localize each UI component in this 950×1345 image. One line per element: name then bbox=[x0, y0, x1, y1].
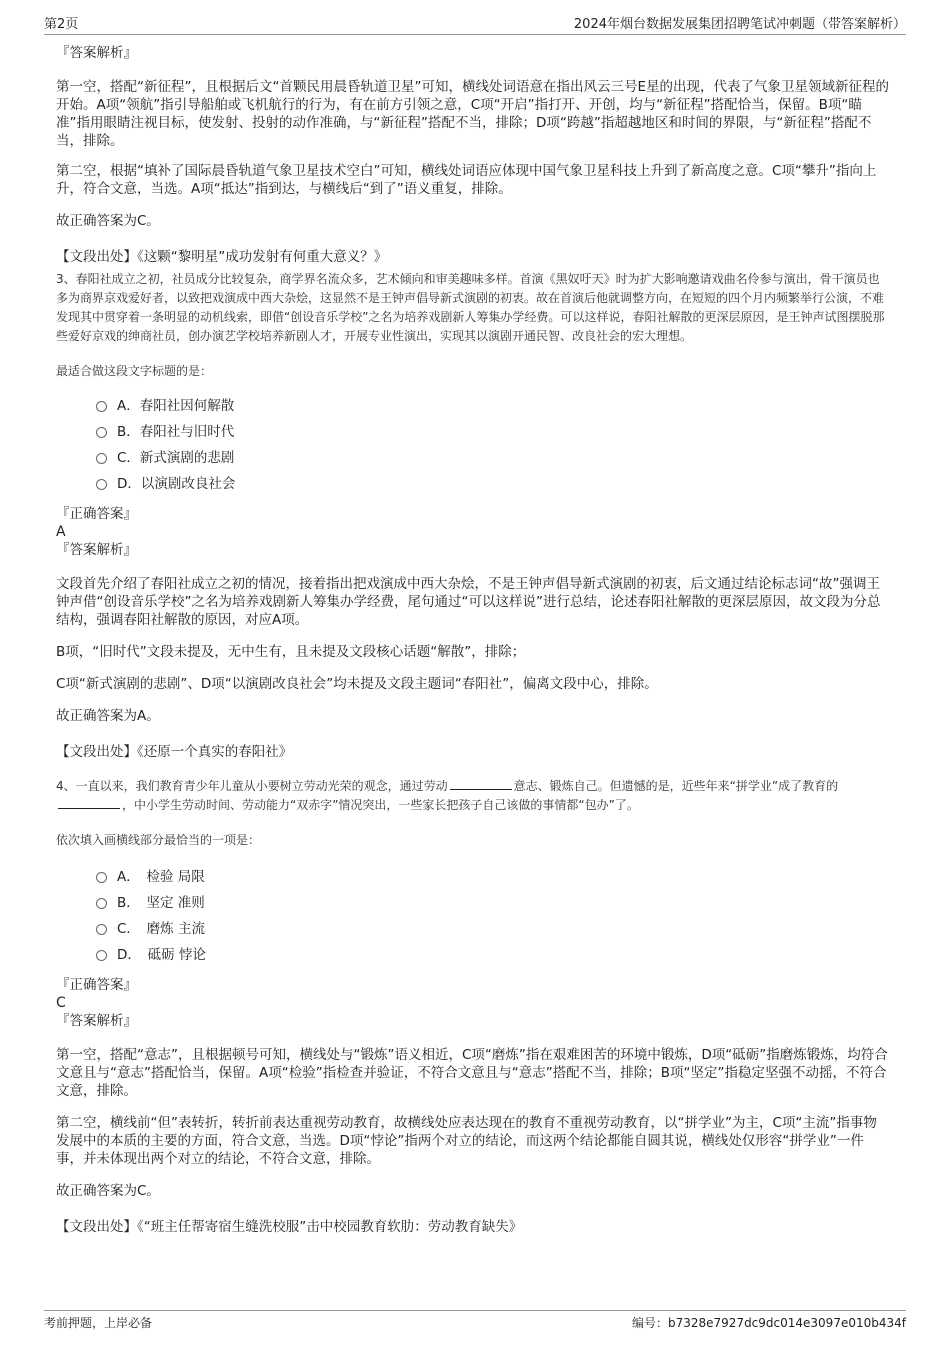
document-title: 2024年烟台数据发展集团招聘笔试冲刺题（带答案解析） bbox=[573, 17, 906, 32]
radio-icon[interactable] bbox=[96, 427, 107, 438]
blank-line bbox=[450, 777, 512, 790]
q3-correct-label: 『正确答案』 bbox=[56, 506, 137, 522]
q4-option-d[interactable]: D． 砥砺 悖论 bbox=[96, 942, 890, 968]
q3-analysis-p1: 文段首先介绍了春阳社成立之初的情况，接着指出把戏演成中西大杂烩，不是王钟声倡导新式演剧的初衷，后文通过结论标志词“故”强调王钟声借“创设音乐学校”之名为培养戏剧新人筹集办学经费，尾句通过“可以这样说”进行总结，论述春阳社解散的更深层原因，故文段为分总结构，强调春阳社解散的原因，对应A项。 bbox=[56, 576, 881, 628]
q4-question: 依次填入画横线部分最恰当的一项是： bbox=[56, 833, 261, 847]
page-header bbox=[44, 12, 906, 35]
page-number: 第2页 bbox=[44, 17, 79, 32]
document-id: 编号：b7328e7927dc9dc014e3097e010b434f bbox=[631, 1316, 906, 1330]
q3-conclusion: 故正确答案为A。 bbox=[56, 708, 160, 724]
page-footer bbox=[44, 1310, 906, 1336]
radio-icon[interactable] bbox=[96, 924, 107, 935]
radio-icon[interactable] bbox=[96, 453, 107, 464]
q4-analysis-p2: 第二空，横线前“但”表转折，转折前表达重视劳动教育，故横线处应表达现在的教育不重视劳动教育，以“拼学业”为主，C项“主流”指事物发展中的本质的主要的方面，符合文意，当选。D项“悖论”指两个对立的结论，而这两个结论都能自圆其说，横线处仅形容“拼学业”一件事，并未体现出两个对立的结论，不符合文意，排除。 bbox=[56, 1115, 877, 1167]
q4-options bbox=[56, 864, 890, 968]
q4-option-a[interactable]: A． 检验 局限 bbox=[96, 864, 890, 890]
q3-option-c[interactable]: C．新式演剧的悲剧 bbox=[96, 445, 890, 471]
q3-source: 【文段出处】《还原一个真实的春阳社》 bbox=[56, 744, 293, 760]
q4-conclusion: 故正确答案为C。 bbox=[56, 1183, 160, 1199]
q2-analysis-p2: 第二空，根据“填补了国际晨昏轨道气象卫星技术空白”可知，横线处词语应体现中国气象卫星科技上升到了新高度之意。C项“攀升”指向上升，符合文意，当选。A项“抵达”指到达，与横线后“到了”语义重复，排除。 bbox=[56, 163, 877, 197]
q3-answer: A bbox=[56, 524, 66, 540]
q3-question: 最适合做这段文字标题的是： bbox=[56, 364, 213, 378]
radio-icon[interactable] bbox=[96, 401, 107, 412]
q4-stem: 4、一直以来，我们教育青少年儿童从小要树立劳动光荣的观念，通过劳动 意志、锻炼自己。但遗憾的是，近些年来“拼学业”成了教育的，中小学生劳动时间、劳动能力“双赤字”情况突出，一些家长把孩子自己该做的事情都“包办”了。 bbox=[56, 779, 839, 812]
radio-icon[interactable] bbox=[96, 872, 107, 883]
q2-source: 【文段出处】《这颗“黎明星”成功发射有何重大意义？》 bbox=[56, 249, 388, 265]
footer-slogan: 考前押题，上岸必备 bbox=[44, 1316, 153, 1330]
q3-analysis-label: 『答案解析』 bbox=[56, 542, 137, 558]
radio-icon[interactable] bbox=[96, 479, 107, 490]
q3-analysis-p2: B项，“旧时代”文段未提及，无中生有，且未提及文段核心话题“解散”，排除； bbox=[56, 644, 526, 660]
q2-analysis-label: 『答案解析』 bbox=[56, 45, 137, 61]
q3-analysis-p3: C项“新式演剧的悲剧”、D项“以演剧改良社会”均未提及文段主题词“春阳社”，偏离文段中心，排除。 bbox=[56, 676, 658, 692]
radio-icon[interactable] bbox=[96, 950, 107, 961]
q2-analysis-p1: 第一空，搭配“新征程”，且根据后文“首颗民用晨昏轨道卫星”可知，横线处词语意在指出风云三号E星的出现，代表了气象卫星领域新征程的开始。A项“领航”指引导船舶或飞机航行的行为，有在前方引领之意，C项“开启”指打开、开创，均与“新征程”搭配恰当，保留。B项“瞄准”指用眼睛注视目标，使发射、投射的动作准确，与“新征程”搭配不当，排除；D项“跨越”指超越地区和时间的界限，与“新征程”搭配不当，排除。 bbox=[56, 79, 890, 149]
q3-option-a[interactable]: A．春阳社因何解散 bbox=[96, 393, 890, 419]
q3-options bbox=[56, 393, 890, 497]
q3-option-b[interactable]: B．春阳社与旧时代 bbox=[96, 419, 890, 445]
q4-analysis-p1: 第一空，搭配“意志”，且根据顿号可知，横线处与“锻炼”语义相近，C项“磨炼”指在艰难困苦的环境中锻炼，D项“砥砺”指磨炼锻炼，均符合文意且与“意志”搭配恰当，保留。A项“检验”指检查并验证，不符合文意且与“意志”搭配不当，排除；B项“坚定”指稳定坚强不动摇，不符合文意，排除。 bbox=[56, 1047, 888, 1099]
q4-source: 【文段出处】《“班主任帮寄宿生缝洗校服”击中校园教育软肋：劳动教育缺失》 bbox=[56, 1219, 523, 1235]
radio-icon[interactable] bbox=[96, 898, 107, 909]
q3-stem: 3、春阳社成立之初，社员成分比较复杂，商学界名流众多，艺术倾向和审美趣味多样。首演《黑奴吁天》时为扩大影响邀请戏曲名伶参与演出，骨干演员也多为商界京戏爱好者，以致把戏演成中西大杂烩，这显然不是王钟声倡导新式演剧的初衷。故在首演后他就调整方向，在短短的四个月内频繁举行公演，不难发现其中贯穿着一条明显的动机线索，即借“创设音乐学校”之名为培养戏剧新人筹集办学经费。可以这样说，春阳社解散的更深层原因，是王钟声试图摆脱那些爱好京戏的绅商社员，创办演艺学校培养新剧人才，开展专业性演出，实现其以演剧开通民智、改良社会的宏大理想。 bbox=[56, 272, 885, 343]
page-content bbox=[56, 44, 890, 1236]
q4-answer: C bbox=[56, 995, 66, 1011]
q2-conclusion: 故正确答案为C。 bbox=[56, 213, 160, 229]
q4-option-b[interactable]: B． 坚定 准则 bbox=[96, 890, 890, 916]
blank-line bbox=[58, 796, 120, 809]
q3-option-d[interactable]: D．以演剧改良社会 bbox=[96, 471, 890, 497]
q4-correct-label: 『正确答案』 bbox=[56, 977, 137, 993]
q4-analysis-label: 『答案解析』 bbox=[56, 1013, 137, 1029]
q4-option-c[interactable]: C． 磨炼 主流 bbox=[96, 916, 890, 942]
